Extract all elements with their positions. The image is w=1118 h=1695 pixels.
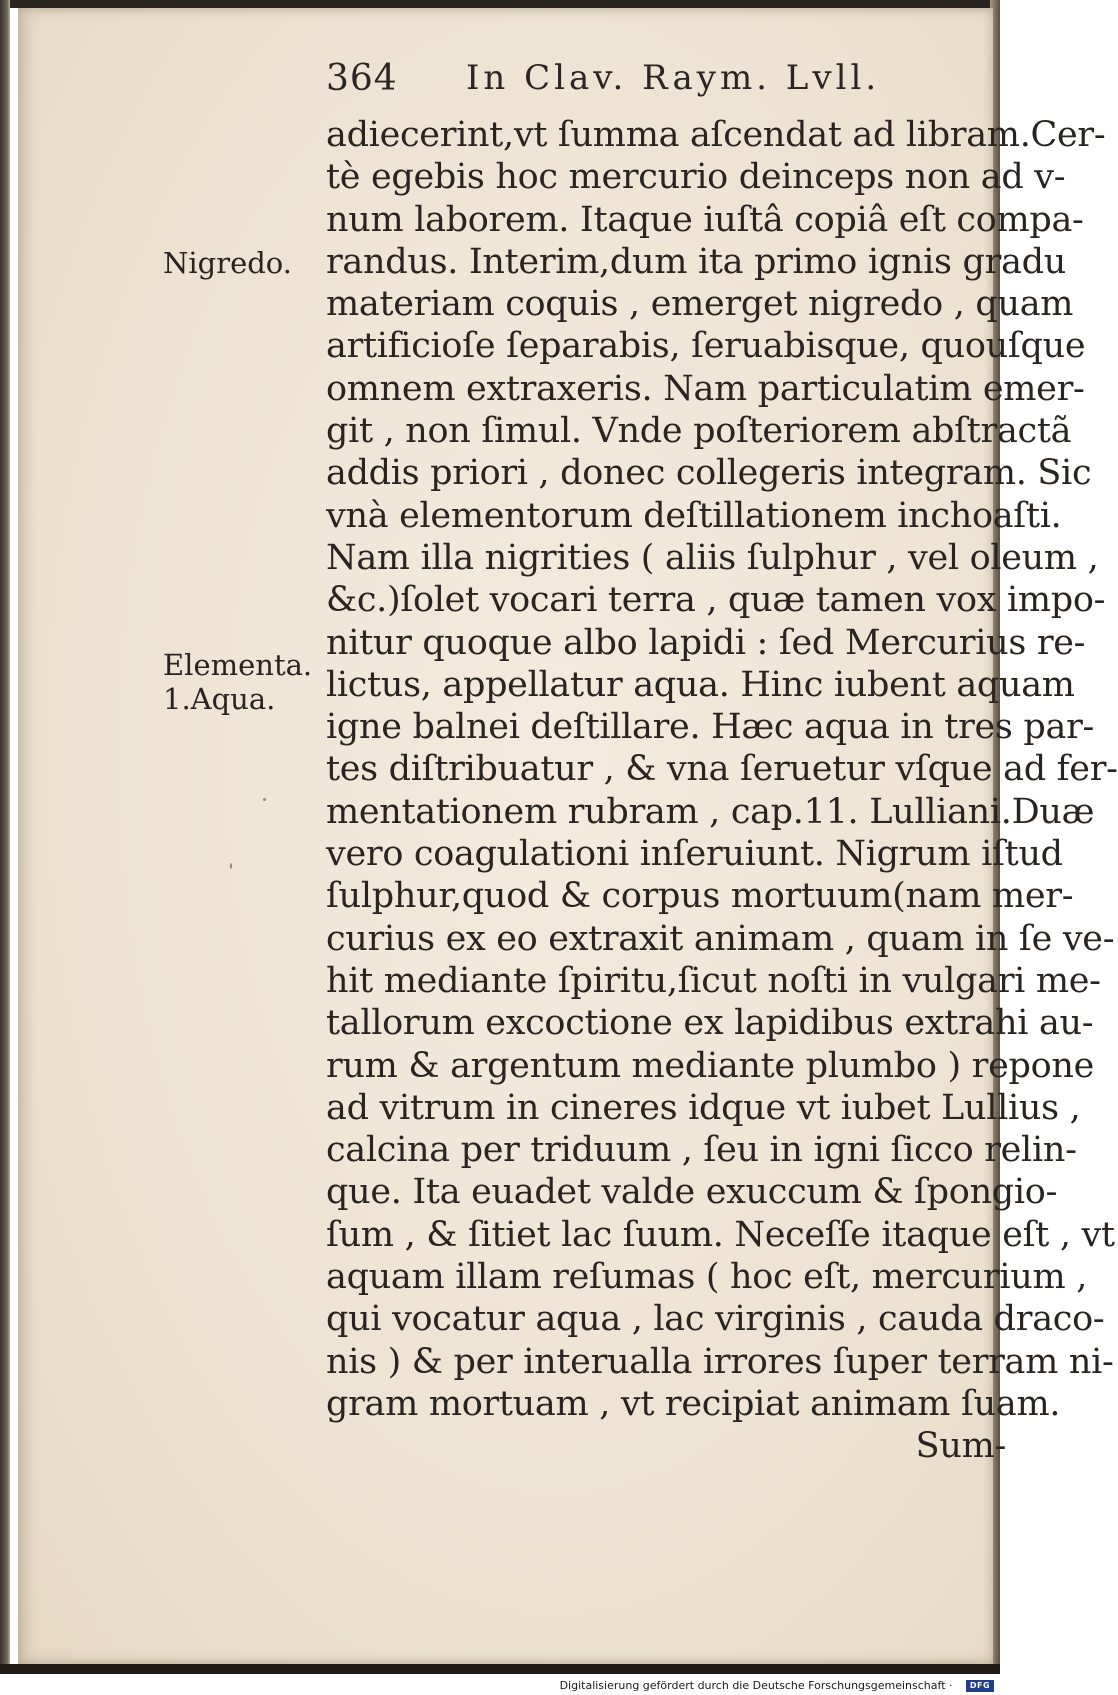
text-line: artificioſe ſeparabis, ſeruabisque, quouſque <box>326 326 1086 367</box>
scan-edge-top <box>0 0 1000 8</box>
text-line: tallorum excoctione ex lapidibus extrahi au- <box>326 1003 1094 1044</box>
text-line: ſulphur,quod & corpus mortuum(nam mer- <box>326 876 1074 917</box>
text-line: tes diſtribuatur , & vna ſeruetur vſque ad fer- <box>326 749 1118 790</box>
paper-speck <box>230 863 232 869</box>
text-line: mentationem rubram , cap.11. Lulliani.Duæ <box>326 791 1095 832</box>
text-line: hit mediante ſpiritu,ſicut noſti in vulgari me- <box>326 960 1101 1001</box>
book-page <box>18 8 1118 1664</box>
paper-speck <box>263 798 266 801</box>
text-line: ad vitrum in cineres idque vt iubet Lullius , <box>326 1087 1081 1128</box>
text-line: nitur quoque albo lapidi : ſed Mercurius re- <box>326 622 1086 663</box>
catchword: Sum- <box>915 1426 1006 1467</box>
text-line: tè egebis hoc mercurio deinceps non ad v- <box>326 157 1066 198</box>
text-line: nis ) & per interualla irrores ſuper terram ni- <box>326 1341 1114 1382</box>
page-number: 364 <box>326 58 398 99</box>
text-line: addis priori , donec collegeris integram. Sic <box>326 453 1092 494</box>
text-line: Nam illa nigrities ( aliis ſulphur , vel oleum , <box>326 537 1099 578</box>
text-line: ſum , & ſitiet lac ſuum. Neceſſe itaque eſt , vt <box>326 1214 1115 1255</box>
marginal-elementa-text: Elementa. <box>163 648 313 682</box>
text-line: aquam illam reſumas ( hoc eſt, mercurium , <box>326 1257 1088 1298</box>
text-line: num laborem. Itaque iuſtâ copiâ eſt compa- <box>326 199 1084 240</box>
credit-text: Digitalisierung gefördert durch die Deutsche Forschungsgemeinschaft · <box>559 1679 953 1692</box>
text-line: omnem extraxeris. Nam particulatim emer- <box>326 368 1085 409</box>
text-line: gram mortuam , vt recipiat animam ſuam. <box>326 1383 1061 1424</box>
marginal-aqua-text: 1.Aqua. <box>163 682 276 716</box>
text-line: vnà elementorum deſtillationem inchoaſti. <box>326 495 1062 536</box>
dfg-logo: DFG <box>966 1680 994 1692</box>
text-line: randus. Interim,dum ita primo ignis gradu <box>326 241 1066 282</box>
marginal-nigredo-text: Nigredo. <box>163 246 292 280</box>
marginal-note-elementa <box>163 648 312 716</box>
text-line: que. Ita euadet valde exuccum & ſpongio- <box>326 1172 1058 1213</box>
text-line: lictus, appellatur aqua. Hinc iubent aquam <box>326 664 1075 705</box>
text-line: igne balnei deſtillare. Hæc aqua in tres par- <box>326 707 1095 748</box>
text-line: rum & argentum mediante plumbo ) repone <box>326 1045 1095 1086</box>
text-line: curius ex eo extraxit animam , quam in ſe ve- <box>326 918 1115 959</box>
text-line: qui vocatur aqua , lac virginis , cauda draco- <box>326 1299 1105 1340</box>
text-line: adiecerint,vt ſumma aſcendat ad libram.Cer- <box>326 115 1106 155</box>
body-text <box>326 114 1118 1468</box>
text-line: &c.)ſolet vocari terra , quæ tamen vox impo- <box>326 580 1106 621</box>
text-line: vero coagulationi inſeruiunt. Nigrum iſtud <box>326 834 1063 875</box>
digitization-credit <box>0 1676 988 1695</box>
scan-edge-left <box>0 0 10 1670</box>
running-head: In Clav. Raym. Lvll. <box>466 58 881 98</box>
text-line: git , non ſimul. Vnde poſteriorem abſtractã <box>326 411 1072 452</box>
text-line: materiam coquis , emerget nigredo , quam <box>326 284 1074 325</box>
scan-edge-bottom <box>0 1664 1000 1674</box>
marginal-note-nigredo <box>163 246 292 280</box>
text-line: calcina per triduum , ſeu in igni ſicco relin- <box>326 1130 1077 1171</box>
